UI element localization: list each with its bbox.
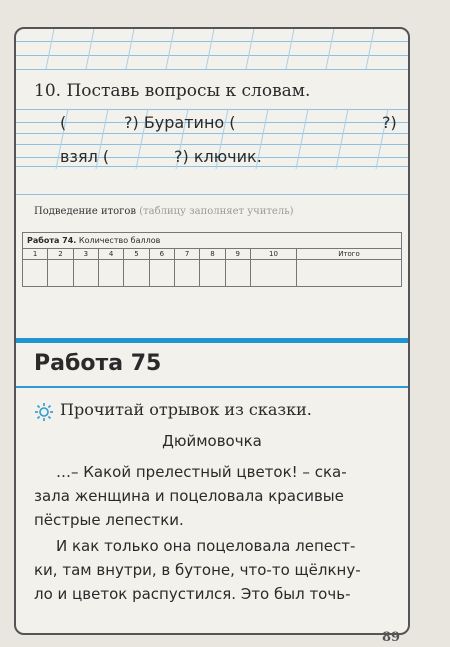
score-col-header: 6 — [149, 249, 174, 260]
score-cell[interactable] — [73, 260, 98, 287]
score-caption-work: Работа 74. — [27, 236, 77, 245]
score-cell[interactable] — [23, 260, 48, 287]
text-line: зала женщина и поцеловала красивые — [34, 487, 344, 505]
score-col-header: Итого — [296, 249, 401, 260]
score-cell[interactable] — [124, 260, 149, 287]
score-col-header: 2 — [48, 249, 73, 260]
score-cell[interactable] — [48, 260, 73, 287]
story-title: Дюймовочка — [162, 432, 262, 450]
score-cell[interactable] — [200, 260, 225, 287]
score-col-header: 9 — [225, 249, 250, 260]
score-col-header: 10 — [250, 249, 296, 260]
work-75-title: Работа 75 — [34, 351, 162, 376]
title-underline — [16, 386, 408, 388]
text-line: ки, там внутри, в бутоне, что-то щёлкну- — [34, 561, 361, 579]
paragraph-1 — [34, 460, 396, 532]
task-10-title: 10. Поставь вопросы к словам. — [34, 81, 311, 101]
score-col-header: 5 — [124, 249, 149, 260]
summary-hint: (таблицу заполняет учитель) — [139, 206, 294, 217]
score-col-header: 8 — [200, 249, 225, 260]
text-line: пёстрые лепестки. — [34, 511, 184, 529]
page-number: 89 — [382, 630, 401, 645]
score-cell[interactable] — [225, 260, 250, 287]
score-cell[interactable] — [98, 260, 123, 287]
score-table-caption — [23, 233, 402, 249]
summary-title: Подведение итогов — [34, 206, 137, 217]
vzyal-text: взял ( — [60, 147, 110, 166]
klyuchik-text: ?) ключик. — [174, 147, 262, 166]
score-cell[interactable] — [250, 260, 296, 287]
score-cell[interactable] — [174, 260, 199, 287]
text-line: И как только она поцеловала лепест- — [56, 537, 356, 555]
score-col-header: 3 — [73, 249, 98, 260]
section-divider — [16, 338, 408, 343]
buratino-text: ?) Буратино ( — [124, 113, 236, 132]
reading-instruction: Прочитай отрывок из сказки. — [60, 400, 312, 419]
bracket-open-1: ( — [60, 113, 67, 132]
summary-label — [34, 206, 294, 217]
score-col-header: 1 — [23, 249, 48, 260]
score-table — [22, 232, 402, 287]
score-cell[interactable] — [149, 260, 174, 287]
score-col-header: 4 — [98, 249, 123, 260]
score-col-header: 7 — [174, 249, 199, 260]
bracket-close-1: ?) — [382, 113, 397, 132]
sun-icon — [34, 402, 54, 422]
page-frame — [14, 27, 410, 635]
paragraph-2 — [34, 534, 396, 606]
text-line: …– Какой прелестный цветок! – ска- — [56, 463, 347, 481]
text-line: ло и цветок распустился. Это был точь- — [34, 585, 351, 603]
score-caption-text: Количество баллов — [78, 236, 161, 245]
score-cell[interactable] — [296, 260, 401, 287]
